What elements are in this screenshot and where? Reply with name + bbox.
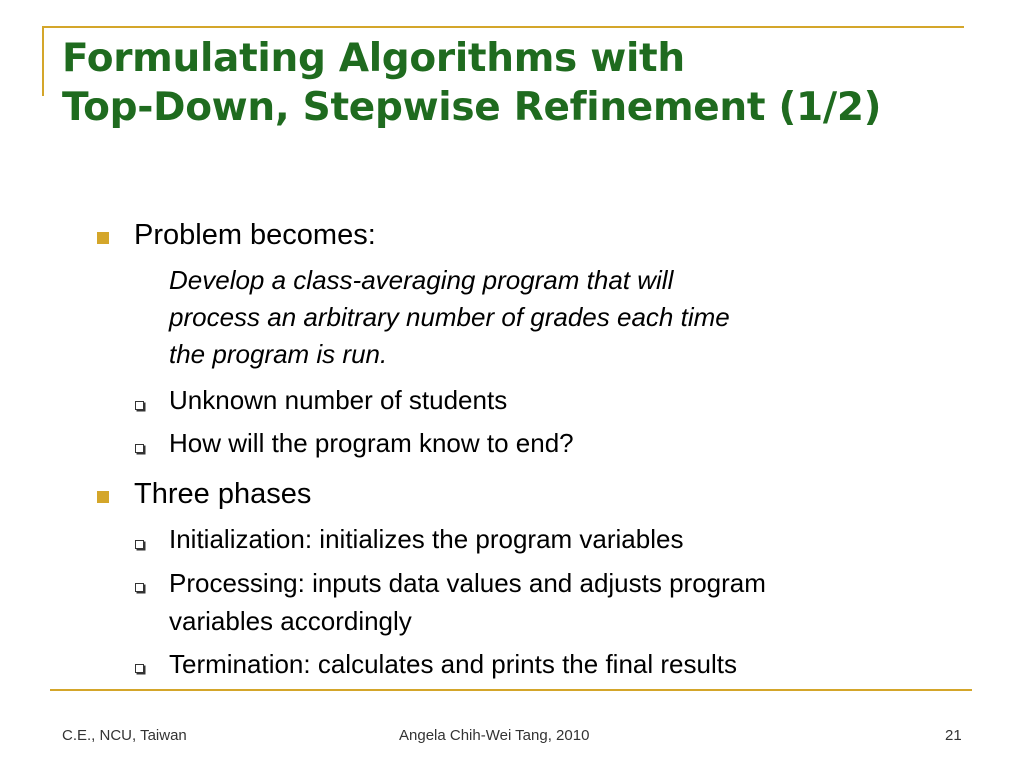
hollow-square-bullet-icon: [135, 583, 144, 592]
sub-bullet-program-end: How will the program know to end?: [169, 428, 574, 458]
title-line-2: Top-Down, Stepwise Refinement (1/2): [62, 85, 882, 130]
footer-center: Angela Chih-Wei Tang, 2010: [399, 727, 590, 744]
bullet-three-phases: Three phases: [134, 478, 312, 510]
sub-bullet-termination: Termination: calculates and prints the final results: [169, 649, 737, 679]
sub-bullet-unknown-students: Unknown number of students: [169, 385, 508, 415]
problem-description-line-2: process an arbitrary number of grades each time: [169, 302, 730, 332]
bottom-rule-line: [50, 689, 972, 691]
square-bullet-icon: [97, 232, 109, 244]
hollow-square-bullet-icon: [135, 444, 144, 453]
problem-description-line-1: Develop a class-averaging program that will: [169, 265, 674, 295]
sub-bullet-initialization: Initialization: initializes the program variables: [169, 524, 684, 554]
title-line-1: Formulating Algorithms with: [62, 36, 685, 81]
sub-bullet-processing: Processing: inputs data values and adjusts program: [169, 568, 766, 598]
square-bullet-icon: [97, 491, 109, 503]
hollow-square-bullet-icon: [135, 540, 144, 549]
bullet-problem-becomes: Problem becomes:: [134, 219, 376, 251]
sub-bullet-processing-continued: variables accordingly: [169, 606, 412, 636]
hollow-square-bullet-icon: [135, 664, 144, 673]
problem-description-line-3: the program is run.: [169, 339, 388, 369]
footer-left: C.E., NCU, Taiwan: [62, 727, 187, 744]
hollow-square-bullet-icon: [135, 401, 144, 410]
page-number: 21: [945, 727, 962, 744]
